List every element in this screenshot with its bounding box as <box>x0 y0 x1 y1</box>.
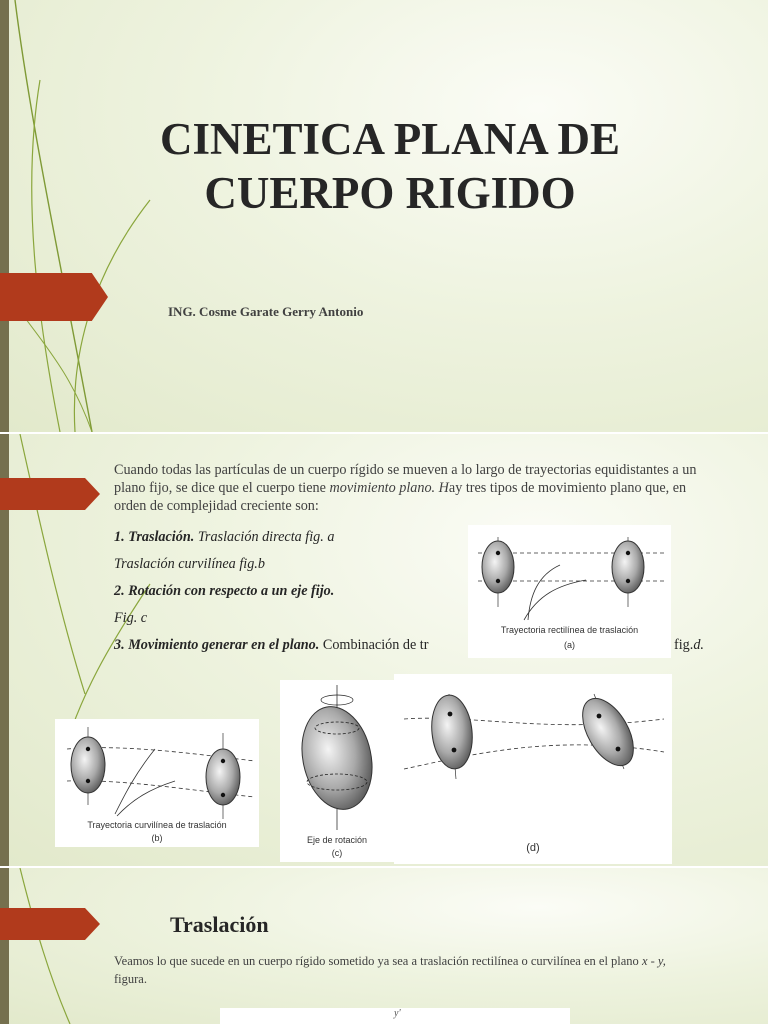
author-name: ING. Cosme Garate Gerry Antonio <box>168 304 364 319</box>
accent-flag <box>0 478 100 510</box>
accent-flag <box>0 273 108 321</box>
item-3-end <box>674 637 704 654</box>
figure-e-partial <box>220 1008 570 1024</box>
item-3-end-a: fig. <box>674 637 694 653</box>
item-3-title: 3. Movimiento generar en el plano. <box>114 637 320 653</box>
decorative-curves <box>0 868 200 1024</box>
title-line-1: CINETICA PLANA DE <box>159 114 621 164</box>
content-slide-plane-motion <box>0 434 768 866</box>
item-2b-line <box>114 610 147 627</box>
item-1b-line <box>114 556 265 573</box>
item-2-line <box>114 583 334 600</box>
item-3-text: Combinación de tr <box>319 637 429 653</box>
intro-text-b: ay tres tipos de movimiento plano que, en orden de complejidad creciente son: <box>114 480 687 514</box>
figure-a-caption: Trayectoria rectilínea de traslación <box>500 625 639 635</box>
item-2-title: 2. Rotación con respecto a un eje fijo. <box>114 583 335 599</box>
figure-c-caption: Eje de rotación <box>306 835 368 845</box>
item-1b-text: Traslación curvilínea fig.b <box>114 556 265 572</box>
title-slide <box>0 0 768 432</box>
section-emphasis: x - y, <box>641 954 666 968</box>
figure-d <box>394 674 672 864</box>
intro-paragraph <box>114 461 714 515</box>
figure-b <box>55 719 259 847</box>
item-1-line <box>114 529 334 546</box>
figure-a <box>468 525 671 658</box>
figure-b-caption: Trayectoria curvilínea de traslación <box>87 820 227 830</box>
figure-b-label: (b) <box>151 833 163 843</box>
title-line-2: CUERPO RIGIDO <box>204 168 576 218</box>
item-2b-text: Fig. c <box>114 610 148 626</box>
section-paragraph <box>114 952 694 988</box>
item-1-title: 1. Traslación. <box>114 529 195 545</box>
intro-text-a: Cuando todas las partículas de un cuerpo rígido se mueven a lo largo de trayectorias equidistantes a un plano fijo, se dice que el cuerpo tiene <box>114 462 697 496</box>
content-slide-traslacion <box>0 868 768 1024</box>
item-1-text: Traslación directa fig. a <box>194 529 335 545</box>
section-heading: Traslación <box>170 912 269 937</box>
item-3-line <box>114 637 428 654</box>
figure-a-label: (a) <box>564 640 575 650</box>
page-title <box>110 112 670 220</box>
section-text-a: Veamos lo que sucede en un cuerpo rígido sometido ya sea a traslación rectilínea o curvilínea en el plano <box>114 954 642 968</box>
figure-c-label: (c) <box>331 848 343 858</box>
figure-c <box>280 680 394 862</box>
intro-emphasis: movimiento plano. H <box>329 480 449 496</box>
figure-e-axis-label: y' <box>394 1008 401 1019</box>
accent-flag <box>0 908 100 940</box>
item-3-end-b: d. <box>693 637 704 653</box>
figure-d-label: (d) <box>526 842 540 854</box>
section-text-b: figura. <box>114 972 147 986</box>
